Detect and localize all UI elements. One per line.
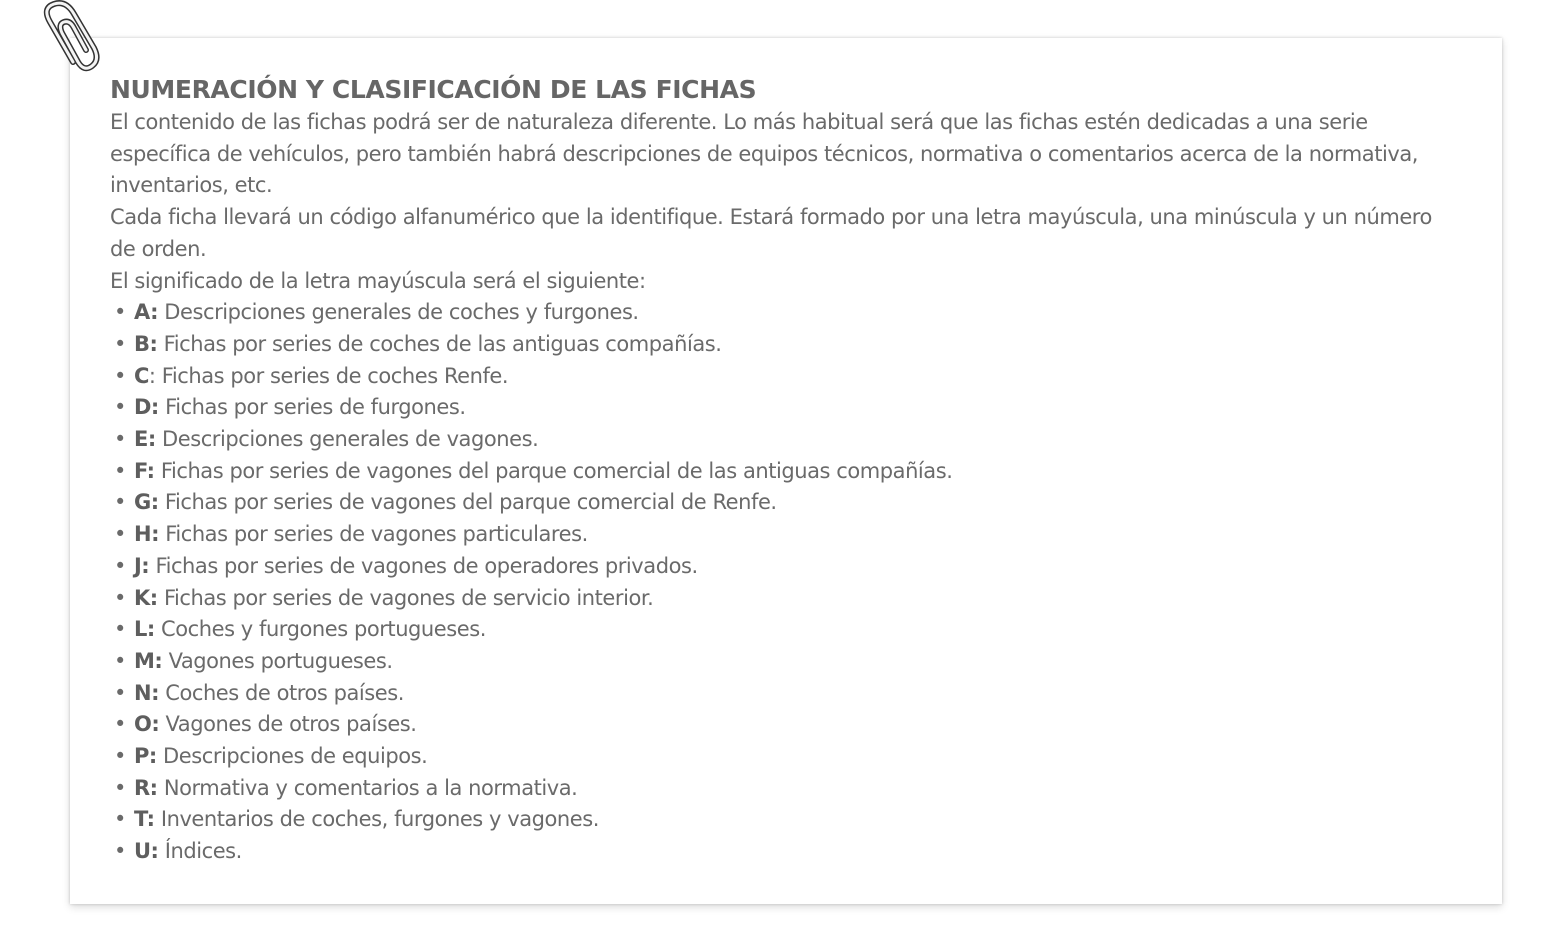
item-description: Normativa y comentarios a la normativa. (157, 775, 578, 800)
item-description: Vagones de otros países. (159, 712, 417, 737)
list-item (114, 456, 1460, 488)
item-description: : Fichas por series de coches Renfe. (148, 363, 509, 388)
item-description: Inventarios de coches, furgones y vagones. (154, 807, 599, 832)
list-item (114, 424, 1460, 456)
list-item (114, 583, 1460, 615)
list-item (114, 487, 1460, 519)
bullet-icon: • (114, 553, 126, 578)
item-code: F: (133, 458, 155, 483)
list-item (114, 614, 1460, 646)
bullet-icon: • (114, 363, 126, 388)
item-code: E: (133, 427, 156, 452)
item-code: J: (133, 553, 150, 578)
item-description: Fichas por series de vagones de operadores privados. (149, 553, 698, 578)
item-code: U: (133, 839, 159, 864)
list-item (114, 646, 1460, 678)
list-item (114, 329, 1460, 361)
list-item (114, 773, 1460, 805)
item-description: Fichas por series de vagones del parque comercial de las antiguas compañías. (154, 458, 953, 483)
meaning-paragraph: El significado de la letra mayúscula será el siguiente: (110, 268, 646, 293)
bullet-icon: • (114, 585, 126, 610)
code-paragraph: Cada ficha llevará un código alfanumérico que la identifique. Estará formado por una letra mayúscula, una minúscula y un número de orden. (110, 205, 1432, 261)
item-code: L: (133, 617, 155, 642)
list-item (114, 678, 1460, 710)
list-item (114, 709, 1460, 741)
bullet-icon: • (114, 300, 126, 325)
item-description: Vagones portugueses. (162, 648, 393, 673)
item-code: R: (133, 775, 158, 800)
bullet-icon: • (114, 712, 126, 737)
paperclip-icon (40, 0, 106, 80)
item-code: K: (133, 585, 158, 610)
list-item (114, 297, 1460, 329)
item-code: N: (133, 680, 160, 705)
item-description: Descripciones generales de vagones. (155, 427, 539, 452)
list-item (114, 361, 1460, 393)
item-description: Fichas por series de furgones. (158, 395, 466, 420)
item-description: Fichas por series de coches de las antiguas compañías. (157, 331, 722, 356)
bullet-icon: • (114, 458, 126, 483)
item-code: T: (133, 807, 155, 832)
item-description: Fichas por series de vagones del parque comercial de Renfe. (158, 490, 777, 515)
item-code: B: (133, 331, 158, 356)
item-code: P: (133, 744, 157, 769)
item-description: Índices. (158, 839, 242, 864)
list-item (114, 519, 1460, 551)
item-description: Descripciones generales de coches y furgones. (158, 300, 639, 325)
item-code: D: (133, 395, 159, 420)
list-item (114, 551, 1460, 583)
bullet-icon: • (114, 680, 126, 705)
bullet-icon: • (114, 617, 126, 642)
bullet-icon: • (114, 522, 126, 547)
bullet-icon: • (114, 331, 126, 356)
code-list (110, 297, 1460, 868)
item-description: Coches y furgones portugueses. (154, 617, 486, 642)
bullet-icon: • (114, 744, 126, 769)
bullet-icon: • (114, 807, 126, 832)
bullet-icon: • (114, 490, 126, 515)
intro-paragraph: El contenido de las fichas podrá ser de naturaleza diferente. Lo más habitual será que las fichas estén dedicadas a una serie específica de vehículos, pero también habrá descripciones de equipos técnicos, normativa o comentarios acerca de la normativa, inventarios, etc. (110, 110, 1418, 198)
item-description: Fichas por series de vagones particulares. (159, 522, 588, 547)
item-code: H: (133, 522, 160, 547)
item-description: Fichas por series de vagones de servicio interior. (157, 585, 654, 610)
page-title: NUMERACIÓN Y CLASIFICACIÓN DE LAS FICHAS (110, 75, 757, 104)
item-code: A: (133, 300, 159, 325)
item-code: G: (133, 490, 159, 515)
bullet-icon: • (114, 839, 126, 864)
item-code: M: (133, 648, 163, 673)
document-content (110, 72, 1460, 868)
list-item (114, 741, 1460, 773)
list-item (114, 804, 1460, 836)
item-description: Coches de otros países. (159, 680, 404, 705)
list-item (114, 836, 1460, 868)
item-code: O: (133, 712, 160, 737)
list-item (114, 392, 1460, 424)
item-code: C (133, 363, 149, 388)
bullet-icon: • (114, 648, 126, 673)
item-description: Descripciones de equipos. (156, 744, 428, 769)
bullet-icon: • (114, 775, 126, 800)
bullet-icon: • (114, 427, 126, 452)
bullet-icon: • (114, 395, 126, 420)
